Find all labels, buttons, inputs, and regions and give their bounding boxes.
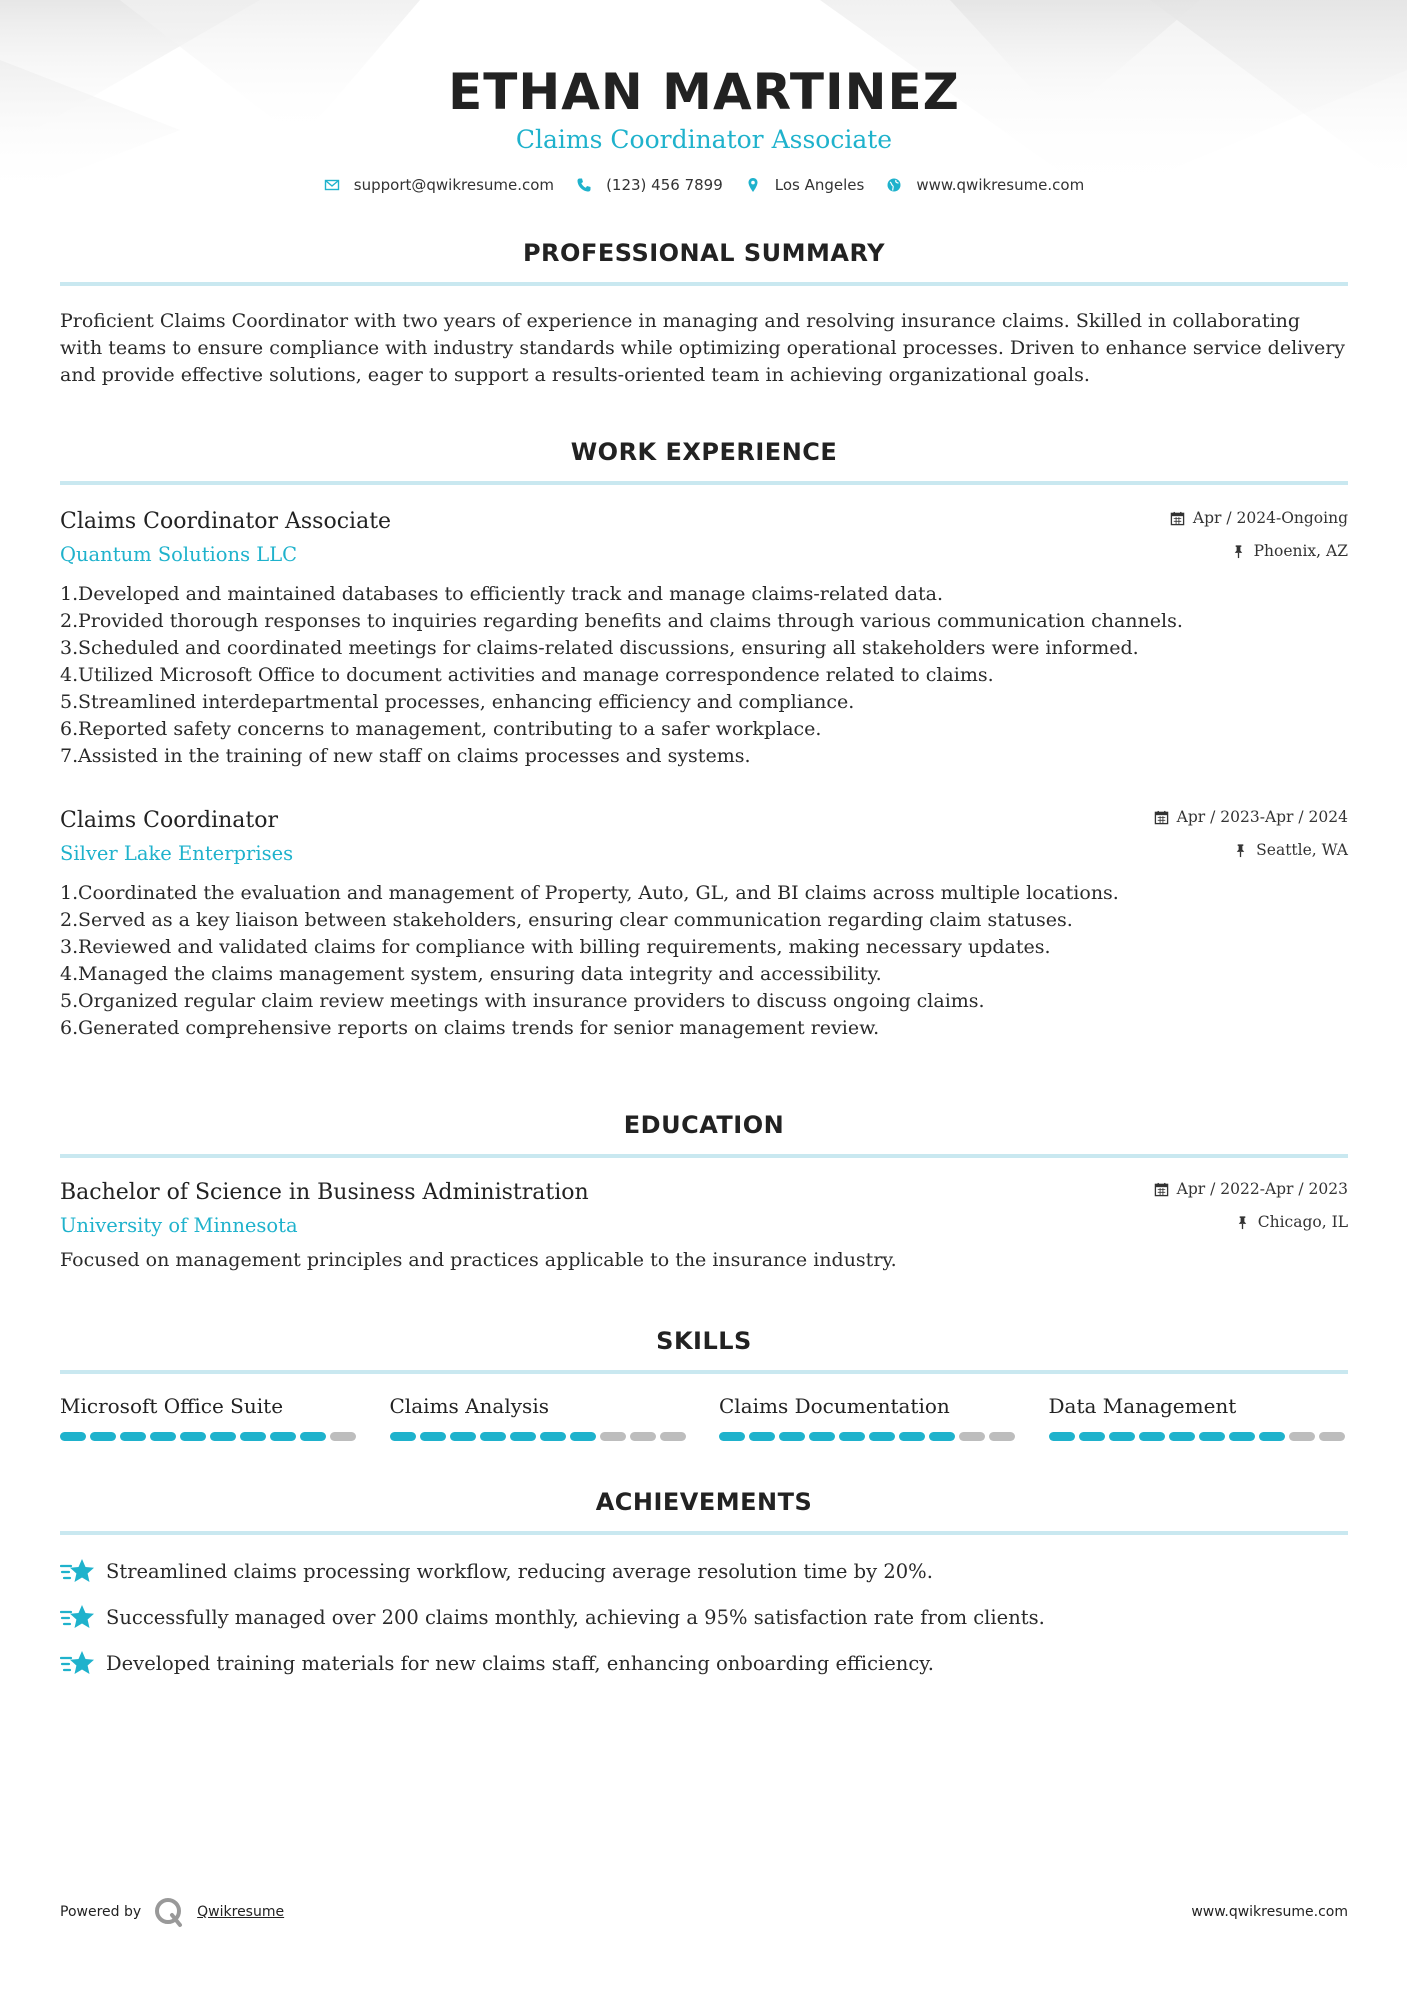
skill-level-segment <box>989 1432 1015 1441</box>
duty-text: Developed and maintained databases to efficiently track and manage claims-related data. <box>78 583 944 605</box>
duty-text: Coordinated the evaluation and management of Property, Auto, GL, and BI claims across multiple locations. <box>78 882 1119 904</box>
duty-text: Generated comprehensive reports on claims trends for senior management review. <box>78 1017 880 1039</box>
skill-level-segment <box>300 1432 326 1441</box>
skill-item <box>390 1392 690 1441</box>
star-icon <box>60 1649 96 1679</box>
duty-number: 1. <box>60 882 79 904</box>
skill-item <box>60 1392 360 1441</box>
skill-level-segment <box>1049 1432 1075 1441</box>
duty-item <box>60 608 1348 635</box>
job-location <box>1154 839 1348 861</box>
email-text: support@qwikresume.com <box>353 176 555 194</box>
job-role: Claims Coordinator Associate <box>60 509 392 534</box>
skill-level-segment <box>630 1432 656 1441</box>
skill-level-segment <box>1169 1432 1195 1441</box>
calendar-icon <box>1154 810 1169 825</box>
summary-text: Proficient Claims Coordinator with two years of experience in managing and resolving insurance claims. Skilled in collaborating with teams to ensure compliance with industry standards while optimizing operational processes. Driven to enhance service delivery and provide effective solutions, eager to support a results-oriented team in achieving organizational goals. <box>60 310 1346 386</box>
skills-heading: SKILLS <box>656 1327 752 1355</box>
duty-text: Reviewed and validated claims for compliance with billing requirements, making necessary updates. <box>78 936 1051 958</box>
education-section <box>60 1110 1348 1274</box>
skill-level-segment <box>1229 1432 1255 1441</box>
phone-icon <box>576 177 592 193</box>
duty-item <box>60 689 1348 716</box>
contact-bar <box>60 176 1348 194</box>
achievements-heading: ACHIEVEMENTS <box>595 1488 813 1516</box>
skills-section <box>60 1326 1348 1441</box>
skill-level-segment <box>180 1432 206 1441</box>
skill-name: Claims Analysis <box>389 1394 549 1418</box>
skill-level-segment <box>1289 1432 1315 1441</box>
location-text: Los Angeles <box>774 176 865 194</box>
skill-level-segment <box>779 1432 805 1441</box>
contact-website[interactable] <box>886 176 1084 194</box>
duty-item <box>60 1015 1348 1042</box>
section-divider <box>60 1370 1348 1374</box>
skill-level-segment <box>270 1432 296 1441</box>
candidate-name: ETHAN MARTINEZ <box>448 63 960 121</box>
skill-level-bar <box>60 1432 360 1441</box>
achievement-text: Developed training materials for new claims staff, enhancing onboarding efficiency. <box>106 1652 934 1675</box>
phone-text: (123) 456 7899 <box>606 176 723 194</box>
duty-item <box>60 880 1348 907</box>
duty-text: Provided thorough responses to inquiries regarding benefits and claims through various communication channels. <box>78 610 1183 632</box>
duty-number: 3. <box>60 637 79 659</box>
education-location <box>1154 1211 1348 1233</box>
summary-section <box>60 238 1348 389</box>
duty-text: Utilized Microsoft Office to document activities and manage correspondence related to claims. <box>78 664 994 686</box>
achievement-text: Streamlined claims processing workflow, reducing average resolution time by 20%. <box>106 1560 933 1583</box>
section-divider <box>60 1154 1348 1158</box>
skill-level-segment <box>869 1432 895 1441</box>
skill-level-segment <box>899 1432 925 1441</box>
skill-level-segment <box>390 1432 416 1441</box>
footer-website[interactable]: www.qwikresume.com <box>1191 1904 1348 1920</box>
skill-level-segment <box>60 1432 86 1441</box>
skill-level-segment <box>330 1432 356 1441</box>
education-location-text: Chicago, IL <box>1257 1213 1348 1231</box>
duty-item <box>60 716 1348 743</box>
page-footer <box>60 1896 1348 1928</box>
powered-by-label: Powered by <box>60 1904 142 1920</box>
school-name: University of Minnesota <box>60 1214 298 1237</box>
calendar-icon <box>1154 1182 1169 1197</box>
skill-level-segment <box>719 1432 745 1441</box>
duty-item <box>60 635 1348 662</box>
duty-list <box>60 880 1348 1042</box>
skill-level-segment <box>1079 1432 1105 1441</box>
degree-title: Bachelor of Science in Business Administration <box>60 1180 589 1205</box>
summary-heading: PROFESSIONAL SUMMARY <box>522 239 886 267</box>
duty-number: 4. <box>60 963 79 985</box>
skill-level-segment <box>1109 1432 1135 1441</box>
skill-level-bar <box>390 1432 690 1441</box>
education-description: Focused on management principles and practices applicable to the insurance industry. <box>60 1249 897 1271</box>
skill-level-segment <box>510 1432 536 1441</box>
duty-number: 2. <box>60 610 79 632</box>
achievements-section <box>60 1487 1348 1679</box>
duty-number: 1. <box>60 583 79 605</box>
duty-number: 6. <box>60 718 79 740</box>
section-divider <box>60 1531 1348 1535</box>
duty-item <box>60 743 1348 770</box>
achievements-list <box>60 1557 1348 1679</box>
skill-level-segment <box>450 1432 476 1441</box>
skill-name: Claims Documentation <box>719 1394 950 1418</box>
achievement-item <box>60 1557 1348 1587</box>
section-divider <box>60 282 1348 286</box>
skill-level-segment <box>959 1432 985 1441</box>
pushpin-icon <box>1231 544 1246 559</box>
duty-item <box>60 662 1348 689</box>
skill-level-segment <box>1259 1432 1285 1441</box>
qwikresume-logo-icon <box>153 1896 185 1928</box>
job-location-text: Phoenix, AZ <box>1253 542 1348 560</box>
duty-text: Reported safety concerns to management, contributing to a safer workplace. <box>78 718 822 740</box>
education-dates-text: Apr / 2022-Apr / 2023 <box>1176 1180 1348 1198</box>
skill-level-segment <box>1139 1432 1165 1441</box>
star-icon <box>60 1557 96 1587</box>
skill-level-segment <box>660 1432 686 1441</box>
duty-list <box>60 581 1348 770</box>
duty-number: 6. <box>60 1017 79 1039</box>
experience-section <box>60 437 1348 1042</box>
job-list <box>60 507 1348 1042</box>
skill-level-segment <box>809 1432 835 1441</box>
company-name: Quantum Solutions LLC <box>60 543 298 566</box>
job-role: Claims Coordinator <box>60 808 279 833</box>
achievement-item <box>60 1603 1348 1633</box>
education-heading: EDUCATION <box>623 1111 785 1139</box>
education-entry <box>60 1178 1348 1274</box>
skills-list <box>60 1392 1348 1441</box>
calendar-icon <box>1170 511 1185 526</box>
achievement-item <box>60 1649 1348 1679</box>
job-dates <box>1154 806 1348 828</box>
section-divider <box>60 481 1348 485</box>
skill-level-segment <box>929 1432 955 1441</box>
skill-level-segment <box>420 1432 446 1441</box>
star-icon <box>60 1603 96 1633</box>
skill-level-segment <box>120 1432 146 1441</box>
skill-item <box>719 1392 1019 1441</box>
skill-level-segment <box>240 1432 266 1441</box>
contact-email[interactable] <box>324 176 554 194</box>
skill-level-segment <box>600 1432 626 1441</box>
job-dates-text: Apr / 2023-Apr / 2024 <box>1176 808 1348 826</box>
skill-level-segment <box>540 1432 566 1441</box>
duty-item <box>60 581 1348 608</box>
skill-level-segment <box>570 1432 596 1441</box>
skill-level-bar <box>719 1432 1019 1441</box>
pushpin-icon <box>1235 1215 1250 1230</box>
job-entry <box>60 806 1348 1042</box>
skill-level-bar <box>1049 1432 1349 1441</box>
skill-level-segment <box>1319 1432 1345 1441</box>
achievement-text: Successfully managed over 200 claims monthly, achieving a 95% satisfaction rate from clients. <box>106 1606 1045 1629</box>
candidate-title: Claims Coordinator Associate <box>515 125 893 154</box>
skill-level-segment <box>749 1432 775 1441</box>
job-location-text: Seattle, WA <box>1256 841 1348 859</box>
envelope-icon <box>324 177 340 193</box>
skill-level-segment <box>90 1432 116 1441</box>
job-location <box>1170 540 1348 562</box>
duty-text: Scheduled and coordinated meetings for claims-related discussions, ensuring all stakeholders were informed. <box>78 637 1139 659</box>
duty-text: Managed the claims management system, ensuring data integrity and accessibility. <box>78 963 882 985</box>
duty-text: Served as a key liaison between stakeholders, ensuring clear communication regarding claim statuses. <box>78 909 1073 931</box>
skill-level-segment <box>1199 1432 1225 1441</box>
duty-number: 5. <box>60 691 79 713</box>
duty-text: Assisted in the training of new staff on claims processes and systems. <box>78 745 751 767</box>
experience-heading: WORK EXPERIENCE <box>570 438 838 466</box>
skill-level-segment <box>150 1432 176 1441</box>
globe-icon <box>886 177 902 193</box>
duty-text: Streamlined interdepartmental processes, enhancing efficiency and compliance. <box>78 691 855 713</box>
contact-location <box>745 176 865 194</box>
skill-level-segment <box>480 1432 506 1441</box>
duty-number: 2. <box>60 909 79 931</box>
website-text: www.qwikresume.com <box>916 176 1085 194</box>
pushpin-icon <box>1233 843 1248 858</box>
map-pin-icon <box>745 177 761 193</box>
duty-text: Organized regular claim review meetings with insurance providers to discuss ongoing claims. <box>78 990 985 1012</box>
job-dates-text: Apr / 2024-Ongoing <box>1192 509 1348 527</box>
company-name: Silver Lake Enterprises <box>60 842 294 865</box>
skill-level-segment <box>839 1432 865 1441</box>
duty-item <box>60 907 1348 934</box>
duty-number: 3. <box>60 936 79 958</box>
duty-number: 5. <box>60 990 79 1012</box>
contact-phone[interactable] <box>576 176 723 194</box>
skill-name: Microsoft Office Suite <box>60 1394 284 1418</box>
job-dates <box>1170 507 1348 529</box>
duty-item <box>60 961 1348 988</box>
skill-name: Data Management <box>1048 1394 1237 1418</box>
education-dates <box>1154 1178 1348 1200</box>
duty-item <box>60 934 1348 961</box>
qwikresume-link[interactable]: Qwikresume <box>197 1904 285 1920</box>
resume-header <box>60 0 1348 194</box>
skill-level-segment <box>210 1432 236 1441</box>
job-entry <box>60 507 1348 770</box>
duty-item <box>60 988 1348 1015</box>
duty-number: 7. <box>60 745 79 767</box>
skill-item <box>1049 1392 1349 1441</box>
duty-number: 4. <box>60 664 79 686</box>
